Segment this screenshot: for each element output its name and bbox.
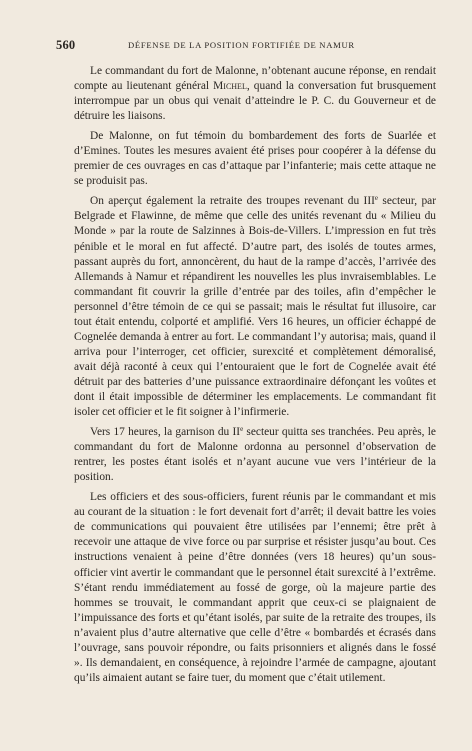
page-header — [56, 38, 438, 54]
paragraph: Les officiers et des sous-officiers, furent réunis par le commandant et mis au courant de la situation : le fort devenait fort d’arrêt; il devait battre les voies de communications qui pouvaient être utilisées par l’ennemi; être prêt à recevoir une attaque de vive force ou par surprise et résister jusqu’au bout. Ces instructions venaient à peine d’être données (vers 18 heures) qu’un sous-officier vint avertir le commandant que le personnel était surexcité à l’extrême. S’étant rendu immédiatement au fossé de gorge, où la majeure partie des hommes se trouvait, le commandant apprit que ceux-ci se plaignaient de l’impuissance des forts et qu’étant isolés, par suite de la retraite des troupes, ils n’avaient plus d’autre alternative que celle d’être « bombardés et écrasés dans l’ouvrage, sans pouvoir répondre, ou faits prisonniers et alignés dans le fossé ». Ils demandaient, en conséquence, à rejoindre l’armée de campagne, ajoutant qu’ils aimaient autant se faire tuer, du moment que c’était utilement. — [74, 491, 436, 684]
body-text — [74, 64, 436, 691]
running-title: DÉFENSE DE LA POSITION FORTIFIÉE DE NAMUR — [128, 40, 355, 50]
page-number: 560 — [56, 38, 76, 52]
person-name: Michel — [213, 80, 247, 93]
paragraph: Le commandant du fort de Malonne, n’obtenant aucune réponse, en rendait compte au lieutenant général Michel, quand la conversation fut brusquement interrompue par un obus qui venait d’atteindre le P. C. du Gouverneur et de détruire les liaisons. — [74, 65, 436, 123]
ordinal-superscript: e — [374, 194, 379, 203]
paragraph: Vers 17 heures, la garnison du IIe secteur quitta ses tranchées. Peu après, le commandant du fort de Malonne ordonna au personnel d’observation de rentrer, les postes étant isolés et n’ayant aucune vue vers l’intérieur de la position. — [74, 425, 436, 484]
paragraph: On aperçut également la retraite des troupes revenant du IIIe secteur, par Belgrade et Flawinne, de même que celle des unités revenant du « Milieu du Monde » par la route de Salzinnes à Bois-de-Villers. L’impression en fut très pénible et le moral en fut affecté. D’autre part, des isolés de toutes armes, passant auprès du fort, annoncèrent, du haut de la rampe d’accès, l’arrivée des Allemands à Namur et répandirent les nouvelles les plus invraisemblables. Le commandant fit couvrir la grille d’entrée par des toiles, afin d’empêcher le personnel d’être témoin de ce qui se passait; mais le résultat fut illusoire, car tout était entendu, colporté et amplifié. Vers 16 heures, un officier échappé de Cognelée demanda à entrer au fort. Le commandant l’y autorisa; mais, quand il arriva pour l’interroger, cet officier, surexcité et complètement démoralisé, avait déjà raconté à ceux qui l’entouraient que le fort de Cognelée avait été détruit par des batteries d’une puissance extraordinaire défonçant les voûtes et dont il était impossible de déterminer les emplacements. Le commandant fit isoler cet officier et le fit soigner à l’infirmerie. — [74, 194, 436, 419]
ordinal-superscript: e — [240, 425, 244, 434]
paragraph: De Malonne, on fut témoin du bombardement des forts de Suarlée et d’Emines. Toutes les mesures avaient été prises pour coopérer à la défense du premier de ces ouvrages en cas d’attaque par l’infanterie; mais cette attaque ne se produisit pas. — [74, 130, 436, 188]
